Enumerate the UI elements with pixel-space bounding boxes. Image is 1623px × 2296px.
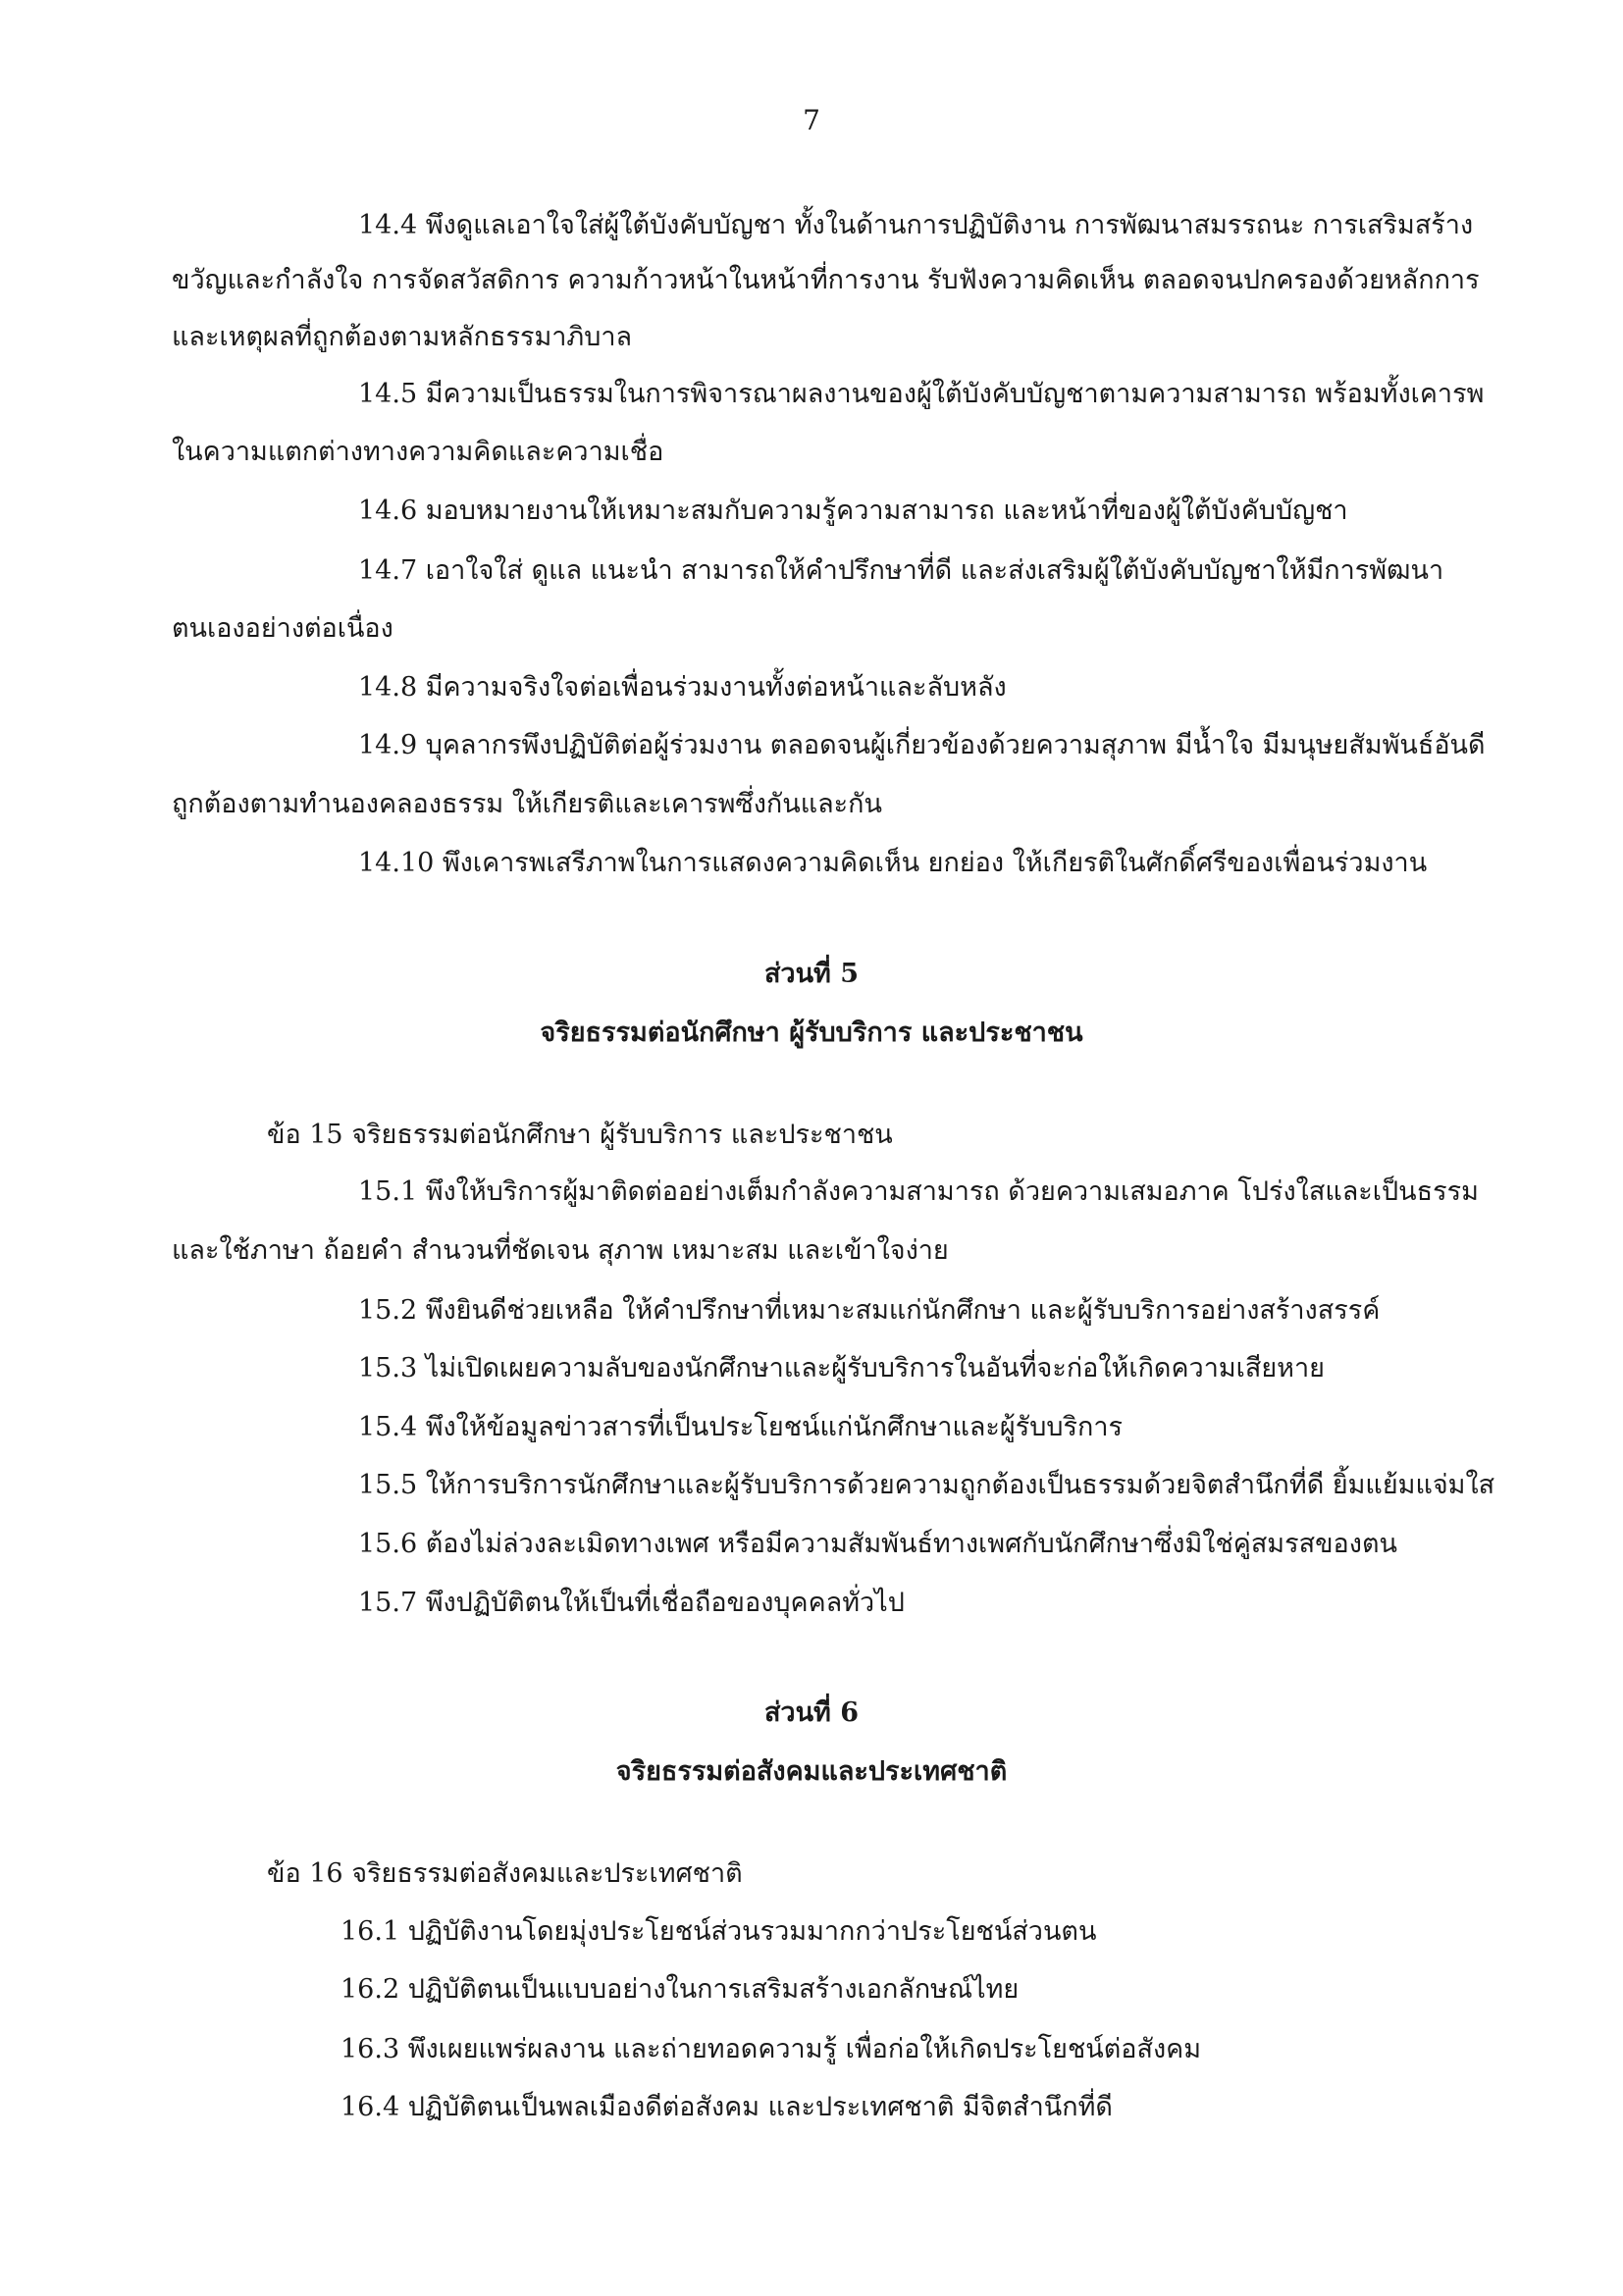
section-6-title: จริยธรรมต่อสังคมและประเทศชาติ — [615, 1756, 1008, 1787]
section-5-heading: ส่วนที่ 5 — [763, 959, 860, 989]
clause-15-5: 15.5 ให้การบริการนักศึกษาและผู้รับบริการด้วยความถูกต้องเป็นธรรมด้วยจิตสำนึกที่ดี ยิ้มแย้มแจ่มใส — [358, 1470, 1495, 1500]
clause-16-3: 16.3 พึงเผยแพร่ผลงาน และถ่ายทอดความรู้ เพื่อก่อให้เกิดประโยชน์ต่อสังคม — [340, 2034, 1202, 2064]
article-15-heading: ข้อ 15 จริยธรรมต่อนักศึกษา ผู้รับบริการ และประชาชน — [267, 1120, 893, 1150]
clause-14-4-line-3: และเหตุผลที่ถูกต้องตามหลักธรรมาภิบาล — [172, 322, 633, 352]
article-16-heading: ข้อ 16 จริยธรรมต่อสังคมและประเทศชาติ — [267, 1858, 743, 1889]
clause-14-8: 14.8 มีความจริงใจต่อเพื่อนร่วมงานทั้งต่อหน้าและลับหลัง — [358, 672, 1007, 703]
clause-14-7-line-1: 14.7 เอาใจใส่ ดูแล แนะนำ สามารถให้คำปรึกษาที่ดี และส่งเสริมผู้ใต้บังคับบัญชาให้มีการพัฒนา — [358, 555, 1444, 586]
clause-15-4: 15.4 พึงให้ข้อมูลข่าวสารที่เป็นประโยชน์แก่นักศึกษาและผู้รับบริการ — [358, 1412, 1124, 1442]
section-6-heading: ส่วนที่ 6 — [763, 1697, 860, 1728]
clause-14-10: 14.10 พึงเคารพเสรีภาพในการแสดงความคิดเห็น ยกย่อง ให้เกียรติในศักดิ์ศรีของเพื่อนร่วมงาน — [358, 848, 1428, 878]
clause-14-6: 14.6 มอบหมายงานให้เหมาะสมกับความรู้ความสามารถ และหน้าที่ของผู้ใต้บังคับบัญชา — [358, 496, 1348, 526]
clause-15-1-line-1: 15.1 พึงให้บริการผู้มาติดต่ออย่างเต็มกำลังความสามารถ ด้วยความเสมอภาค โปร่งใสและเป็นธรรม — [358, 1176, 1479, 1207]
clause-14-9-line-2: ถูกต้องตามทำนองคลองธรรม ให้เกียรติและเคารพซึ่งกันและกัน — [172, 789, 882, 819]
clause-14-4-line-2: ขวัญและกำลังใจ การจัดสวัสดิการ ความก้าวหน้าในหน้าที่การงาน รับฟังความคิดเห็น ตลอดจนปกครองด้วยหลักการ — [172, 265, 1480, 295]
clause-16-2: 16.2 ปฏิบัติตนเป็นแบบอย่างในการเสริมสร้างเอกลักษณ์ไทย — [340, 1974, 1020, 2005]
clause-16-4: 16.4 ปฏิบัติตนเป็นพลเมืองดีต่อสังคม และประเทศชาติ มีจิตสำนึกที่ดี — [340, 2092, 1113, 2122]
clause-14-5-line-2: ในความแตกต่างทางความคิดและความเชื่อ — [172, 437, 664, 467]
clause-15-6: 15.6 ต้องไม่ล่วงละเมิดทางเพศ หรือมีความสัมพันธ์ทางเพศกับนักศึกษาซึ่งมิใช่คู่สมรสของตน — [358, 1529, 1397, 1559]
clause-15-2: 15.2 พึงยินดีช่วยเหลือ ให้คำปรึกษาที่เหมาะสมแก่นักศึกษา และผู้รับบริการอย่างสร้างสรรค์ — [358, 1295, 1381, 1326]
clause-15-3: 15.3 ไม่เปิดเผยความลับของนักศึกษาและผู้รับบริการในอันที่จะก่อให้เกิดความเสียหาย — [358, 1353, 1325, 1383]
clause-16-1: 16.1 ปฏิบัติงานโดยมุ่งประโยชน์ส่วนรวมมากกว่าประโยชน์ส่วนตน — [340, 1916, 1097, 1947]
clause-14-4-line-1: 14.4 พึงดูแลเอาใจใส่ผู้ใต้บังคับบัญชา ทั้งในด้านการปฏิบัติงาน การพัฒนาสมรรถนะ การเสริมสร้าง — [358, 210, 1474, 240]
clause-14-5-line-1: 14.5 มีความเป็นธรรมในการพิจารณาผลงานของผู้ใต้บังคับบัญชาตามความสามารถ พร้อมทั้งเคารพ — [358, 379, 1485, 409]
clause-14-9-line-1: 14.9 บุคลากรพึงปฏิบัติต่อผู้ร่วมงาน ตลอดจนผู้เกี่ยวข้องด้วยความสุภาพ มีน้ำใจ มีมนุษยสัมพันธ์อันดี — [358, 730, 1486, 760]
clause-14-7-line-2: ตนเองอย่างต่อเนื่อง — [172, 613, 393, 644]
page-number: 7 — [803, 104, 820, 136]
clause-15-1-line-2: และใช้ภาษา ถ้อยคำ สำนวนที่ชัดเจน สุภาพ เหมาะสม และเข้าใจง่าย — [172, 1235, 949, 1266]
section-5-title: จริยธรรมต่อนักศึกษา ผู้รับบริการ และประชาชน — [540, 1018, 1083, 1048]
clause-15-7: 15.7 พึงปฏิบัติตนให้เป็นที่เชื่อถือของบุคคลทั่วไป — [358, 1588, 905, 1618]
